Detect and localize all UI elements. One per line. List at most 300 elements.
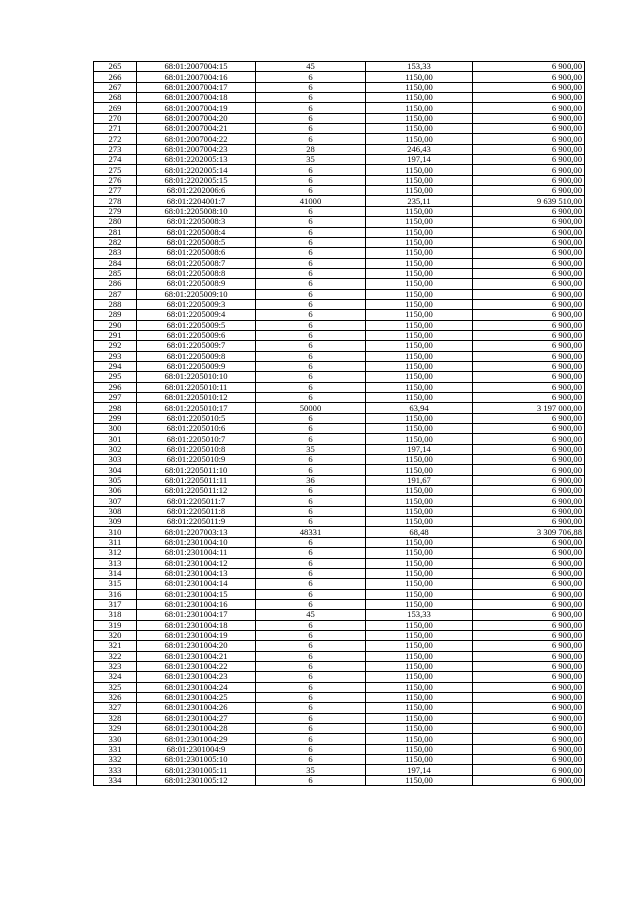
unit-price-cell: 1150,00 bbox=[366, 755, 473, 765]
total-value-cell: 6 900,00 bbox=[473, 382, 585, 392]
row-number-cell: 278 bbox=[94, 196, 137, 206]
table-row bbox=[94, 444, 585, 454]
table-row bbox=[94, 775, 585, 785]
area-cell: 6 bbox=[256, 82, 366, 92]
table-row bbox=[94, 217, 585, 227]
unit-price-cell: 246,43 bbox=[366, 144, 473, 154]
unit-price-cell: 1150,00 bbox=[366, 630, 473, 640]
unit-price-cell: 1150,00 bbox=[366, 124, 473, 134]
total-value-cell: 6 900,00 bbox=[473, 165, 585, 175]
row-number-cell: 319 bbox=[94, 620, 137, 630]
cadastral-number-cell: 68:01:2202005:15 bbox=[137, 175, 256, 185]
table-row bbox=[94, 289, 585, 299]
cadastral-number-cell: 68:01:2205008:10 bbox=[137, 206, 256, 216]
row-number-cell: 324 bbox=[94, 672, 137, 682]
table-row bbox=[94, 113, 585, 123]
table-row bbox=[94, 713, 585, 723]
cadastral-number-cell: 68:01:2205011:8 bbox=[137, 506, 256, 516]
area-cell: 6 bbox=[256, 268, 366, 278]
table-row bbox=[94, 175, 585, 185]
cadastral-number-cell: 68:01:2301004:29 bbox=[137, 734, 256, 744]
table-row bbox=[94, 724, 585, 734]
unit-price-cell: 1150,00 bbox=[366, 434, 473, 444]
area-cell: 6 bbox=[256, 206, 366, 216]
row-number-cell: 313 bbox=[94, 558, 137, 568]
row-number-cell: 334 bbox=[94, 775, 137, 785]
table-row bbox=[94, 134, 585, 144]
row-number-cell: 294 bbox=[94, 361, 137, 371]
table-row bbox=[94, 351, 585, 361]
cadastral-number-cell: 68:01:2301004:24 bbox=[137, 682, 256, 692]
row-number-cell: 281 bbox=[94, 227, 137, 237]
area-cell: 6 bbox=[256, 537, 366, 547]
table-row bbox=[94, 755, 585, 765]
table-row bbox=[94, 341, 585, 351]
cadastral-number-cell: 68:01:2007004:23 bbox=[137, 144, 256, 154]
cadastral-number-cell: 68:01:2205010:8 bbox=[137, 444, 256, 454]
total-value-cell: 6 900,00 bbox=[473, 155, 585, 165]
unit-price-cell: 1150,00 bbox=[366, 672, 473, 682]
unit-price-cell: 1150,00 bbox=[366, 486, 473, 496]
unit-price-cell: 1150,00 bbox=[366, 299, 473, 309]
row-number-cell: 292 bbox=[94, 341, 137, 351]
area-cell: 6 bbox=[256, 734, 366, 744]
parcel-table bbox=[93, 61, 585, 786]
total-value-cell: 6 900,00 bbox=[473, 599, 585, 609]
unit-price-cell: 1150,00 bbox=[366, 775, 473, 785]
row-number-cell: 274 bbox=[94, 155, 137, 165]
table-row bbox=[94, 382, 585, 392]
table-row bbox=[94, 155, 585, 165]
table-row bbox=[94, 548, 585, 558]
table-row bbox=[94, 537, 585, 547]
unit-price-cell: 1150,00 bbox=[366, 372, 473, 382]
total-value-cell: 6 900,00 bbox=[473, 724, 585, 734]
table-row bbox=[94, 206, 585, 216]
unit-price-cell: 197,14 bbox=[366, 155, 473, 165]
unit-price-cell: 1150,00 bbox=[366, 744, 473, 754]
area-cell: 6 bbox=[256, 506, 366, 516]
area-cell: 6 bbox=[256, 641, 366, 651]
cadastral-number-cell: 68:01:2007004:22 bbox=[137, 134, 256, 144]
cadastral-number-cell: 68:01:2205009:7 bbox=[137, 341, 256, 351]
area-cell: 6 bbox=[256, 103, 366, 113]
area-cell: 6 bbox=[256, 237, 366, 247]
area-cell: 6 bbox=[256, 413, 366, 423]
total-value-cell: 6 900,00 bbox=[473, 361, 585, 371]
total-value-cell: 6 900,00 bbox=[473, 465, 585, 475]
cadastral-number-cell: 68:01:2205008:4 bbox=[137, 227, 256, 237]
cadastral-number-cell: 68:01:2205010:5 bbox=[137, 413, 256, 423]
cadastral-number-cell: 68:01:2007004:18 bbox=[137, 93, 256, 103]
unit-price-cell: 1150,00 bbox=[366, 599, 473, 609]
total-value-cell: 3 309 706,88 bbox=[473, 527, 585, 537]
area-cell: 35 bbox=[256, 765, 366, 775]
cadastral-number-cell: 68:01:2007004:21 bbox=[137, 124, 256, 134]
cadastral-number-cell: 68:01:2301004:9 bbox=[137, 744, 256, 754]
cadastral-number-cell: 68:01:2207003:13 bbox=[137, 527, 256, 537]
unit-price-cell: 1150,00 bbox=[366, 113, 473, 123]
total-value-cell: 6 900,00 bbox=[473, 93, 585, 103]
table-row bbox=[94, 279, 585, 289]
cadastral-number-cell: 68:01:2007004:19 bbox=[137, 103, 256, 113]
table-row bbox=[94, 455, 585, 465]
row-number-cell: 284 bbox=[94, 258, 137, 268]
unit-price-cell: 1150,00 bbox=[366, 465, 473, 475]
unit-price-cell: 1150,00 bbox=[366, 382, 473, 392]
cadastral-number-cell: 68:01:2205009:8 bbox=[137, 351, 256, 361]
table-row bbox=[94, 237, 585, 247]
table-row bbox=[94, 620, 585, 630]
row-number-cell: 271 bbox=[94, 124, 137, 134]
table-row bbox=[94, 93, 585, 103]
table-row bbox=[94, 465, 585, 475]
area-cell: 6 bbox=[256, 692, 366, 702]
area-cell: 6 bbox=[256, 217, 366, 227]
unit-price-cell: 1150,00 bbox=[366, 227, 473, 237]
table-row bbox=[94, 393, 585, 403]
cadastral-number-cell: 68:01:2301004:27 bbox=[137, 713, 256, 723]
table-row bbox=[94, 258, 585, 268]
area-cell: 6 bbox=[256, 661, 366, 671]
area-cell: 6 bbox=[256, 310, 366, 320]
unit-price-cell: 1150,00 bbox=[366, 548, 473, 558]
row-number-cell: 329 bbox=[94, 724, 137, 734]
row-number-cell: 320 bbox=[94, 630, 137, 640]
total-value-cell: 6 900,00 bbox=[473, 620, 585, 630]
total-value-cell: 6 900,00 bbox=[473, 175, 585, 185]
area-cell: 6 bbox=[256, 434, 366, 444]
unit-price-cell: 1150,00 bbox=[366, 320, 473, 330]
cadastral-number-cell: 68:01:2301005:11 bbox=[137, 765, 256, 775]
cadastral-number-cell: 68:01:2301004:23 bbox=[137, 672, 256, 682]
total-value-cell: 6 900,00 bbox=[473, 455, 585, 465]
total-value-cell: 6 900,00 bbox=[473, 486, 585, 496]
row-number-cell: 285 bbox=[94, 268, 137, 278]
unit-price-cell: 1150,00 bbox=[366, 641, 473, 651]
row-number-cell: 312 bbox=[94, 548, 137, 558]
cadastral-number-cell: 68:01:2205008:8 bbox=[137, 268, 256, 278]
unit-price-cell: 1150,00 bbox=[366, 703, 473, 713]
total-value-cell: 6 900,00 bbox=[473, 703, 585, 713]
total-value-cell: 6 900,00 bbox=[473, 517, 585, 527]
unit-price-cell: 1150,00 bbox=[366, 341, 473, 351]
area-cell: 6 bbox=[256, 517, 366, 527]
table-row bbox=[94, 248, 585, 258]
unit-price-cell: 1150,00 bbox=[366, 103, 473, 113]
cadastral-number-cell: 68:01:2301004:20 bbox=[137, 641, 256, 651]
area-cell: 6 bbox=[256, 289, 366, 299]
total-value-cell: 6 900,00 bbox=[473, 775, 585, 785]
unit-price-cell: 1150,00 bbox=[366, 258, 473, 268]
row-number-cell: 307 bbox=[94, 496, 137, 506]
cadastral-number-cell: 68:01:2205011:10 bbox=[137, 465, 256, 475]
row-number-cell: 333 bbox=[94, 765, 137, 775]
table-row bbox=[94, 310, 585, 320]
cadastral-number-cell: 68:01:2204001:7 bbox=[137, 196, 256, 206]
document-page bbox=[93, 61, 584, 786]
table-row bbox=[94, 475, 585, 485]
total-value-cell: 6 900,00 bbox=[473, 558, 585, 568]
unit-price-cell: 1150,00 bbox=[366, 237, 473, 247]
row-number-cell: 298 bbox=[94, 403, 137, 413]
total-value-cell: 6 900,00 bbox=[473, 62, 585, 72]
row-number-cell: 270 bbox=[94, 113, 137, 123]
area-cell: 6 bbox=[256, 372, 366, 382]
area-cell: 6 bbox=[256, 548, 366, 558]
area-cell: 6 bbox=[256, 330, 366, 340]
row-number-cell: 300 bbox=[94, 424, 137, 434]
row-number-cell: 301 bbox=[94, 434, 137, 444]
total-value-cell: 6 900,00 bbox=[473, 734, 585, 744]
table-row bbox=[94, 734, 585, 744]
table-row bbox=[94, 661, 585, 671]
total-value-cell: 6 900,00 bbox=[473, 434, 585, 444]
table-row bbox=[94, 651, 585, 661]
row-number-cell: 308 bbox=[94, 506, 137, 516]
unit-price-cell: 63,94 bbox=[366, 403, 473, 413]
cadastral-number-cell: 68:01:2205010:12 bbox=[137, 393, 256, 403]
unit-price-cell: 1150,00 bbox=[366, 393, 473, 403]
cadastral-number-cell: 68:01:2205011:11 bbox=[137, 475, 256, 485]
table-row bbox=[94, 403, 585, 413]
total-value-cell: 6 900,00 bbox=[473, 206, 585, 216]
table-row bbox=[94, 527, 585, 537]
unit-price-cell: 1150,00 bbox=[366, 330, 473, 340]
area-cell: 35 bbox=[256, 444, 366, 454]
total-value-cell: 6 900,00 bbox=[473, 641, 585, 651]
unit-price-cell: 1150,00 bbox=[366, 82, 473, 92]
row-number-cell: 277 bbox=[94, 186, 137, 196]
unit-price-cell: 1150,00 bbox=[366, 206, 473, 216]
table-row bbox=[94, 144, 585, 154]
cadastral-number-cell: 68:01:2301004:26 bbox=[137, 703, 256, 713]
table-row bbox=[94, 299, 585, 309]
table-row bbox=[94, 610, 585, 620]
cadastral-number-cell: 68:01:2205010:6 bbox=[137, 424, 256, 434]
cadastral-number-cell: 68:01:2205009:10 bbox=[137, 289, 256, 299]
total-value-cell: 6 900,00 bbox=[473, 351, 585, 361]
unit-price-cell: 1150,00 bbox=[366, 361, 473, 371]
total-value-cell: 6 900,00 bbox=[473, 144, 585, 154]
cadastral-number-cell: 68:01:2301004:19 bbox=[137, 630, 256, 640]
row-number-cell: 317 bbox=[94, 599, 137, 609]
table-row bbox=[94, 413, 585, 423]
unit-price-cell: 1150,00 bbox=[366, 558, 473, 568]
area-cell: 48331 bbox=[256, 527, 366, 537]
row-number-cell: 326 bbox=[94, 692, 137, 702]
area-cell: 36 bbox=[256, 475, 366, 485]
row-number-cell: 290 bbox=[94, 320, 137, 330]
total-value-cell: 6 900,00 bbox=[473, 610, 585, 620]
table-row bbox=[94, 589, 585, 599]
cadastral-number-cell: 68:01:2301004:28 bbox=[137, 724, 256, 734]
row-number-cell: 318 bbox=[94, 610, 137, 620]
total-value-cell: 6 900,00 bbox=[473, 289, 585, 299]
unit-price-cell: 1150,00 bbox=[366, 424, 473, 434]
unit-price-cell: 197,14 bbox=[366, 444, 473, 454]
row-number-cell: 310 bbox=[94, 527, 137, 537]
unit-price-cell: 153,33 bbox=[366, 610, 473, 620]
area-cell: 6 bbox=[256, 579, 366, 589]
area-cell: 6 bbox=[256, 165, 366, 175]
total-value-cell: 6 900,00 bbox=[473, 755, 585, 765]
total-value-cell: 6 900,00 bbox=[473, 113, 585, 123]
unit-price-cell: 1150,00 bbox=[366, 620, 473, 630]
area-cell: 6 bbox=[256, 724, 366, 734]
area-cell: 6 bbox=[256, 744, 366, 754]
row-number-cell: 330 bbox=[94, 734, 137, 744]
area-cell: 6 bbox=[256, 465, 366, 475]
cadastral-number-cell: 68:01:2205009:9 bbox=[137, 361, 256, 371]
row-number-cell: 309 bbox=[94, 517, 137, 527]
total-value-cell: 6 900,00 bbox=[473, 279, 585, 289]
cadastral-number-cell: 68:01:2007004:20 bbox=[137, 113, 256, 123]
cadastral-number-cell: 68:01:2301004:10 bbox=[137, 537, 256, 547]
unit-price-cell: 1150,00 bbox=[366, 661, 473, 671]
total-value-cell: 6 900,00 bbox=[473, 444, 585, 454]
area-cell: 6 bbox=[256, 320, 366, 330]
total-value-cell: 6 900,00 bbox=[473, 424, 585, 434]
unit-price-cell: 1150,00 bbox=[366, 455, 473, 465]
row-number-cell: 316 bbox=[94, 589, 137, 599]
cadastral-number-cell: 68:01:2205010:9 bbox=[137, 455, 256, 465]
row-number-cell: 322 bbox=[94, 651, 137, 661]
cadastral-number-cell: 68:01:2205011:7 bbox=[137, 496, 256, 506]
row-number-cell: 311 bbox=[94, 537, 137, 547]
row-number-cell: 291 bbox=[94, 330, 137, 340]
row-number-cell: 266 bbox=[94, 72, 137, 82]
unit-price-cell: 1150,00 bbox=[366, 134, 473, 144]
unit-price-cell: 1150,00 bbox=[366, 724, 473, 734]
unit-price-cell: 1150,00 bbox=[366, 692, 473, 702]
row-number-cell: 275 bbox=[94, 165, 137, 175]
table-row bbox=[94, 672, 585, 682]
unit-price-cell: 1150,00 bbox=[366, 734, 473, 744]
area-cell: 6 bbox=[256, 258, 366, 268]
total-value-cell: 6 900,00 bbox=[473, 506, 585, 516]
table-row bbox=[94, 682, 585, 692]
total-value-cell: 6 900,00 bbox=[473, 320, 585, 330]
unit-price-cell: 1150,00 bbox=[366, 682, 473, 692]
unit-price-cell: 1150,00 bbox=[366, 651, 473, 661]
area-cell: 6 bbox=[256, 455, 366, 465]
total-value-cell: 6 900,00 bbox=[473, 579, 585, 589]
unit-price-cell: 1150,00 bbox=[366, 506, 473, 516]
total-value-cell: 6 900,00 bbox=[473, 330, 585, 340]
row-number-cell: 295 bbox=[94, 372, 137, 382]
cadastral-number-cell: 68:01:2205008:3 bbox=[137, 217, 256, 227]
unit-price-cell: 1150,00 bbox=[366, 268, 473, 278]
area-cell: 6 bbox=[256, 299, 366, 309]
cadastral-number-cell: 68:01:2301004:14 bbox=[137, 579, 256, 589]
row-number-cell: 272 bbox=[94, 134, 137, 144]
cadastral-number-cell: 68:01:2205008:9 bbox=[137, 279, 256, 289]
row-number-cell: 269 bbox=[94, 103, 137, 113]
unit-price-cell: 1150,00 bbox=[366, 351, 473, 361]
table-row bbox=[94, 486, 585, 496]
area-cell: 41000 bbox=[256, 196, 366, 206]
total-value-cell: 6 900,00 bbox=[473, 548, 585, 558]
table-row bbox=[94, 82, 585, 92]
area-cell: 6 bbox=[256, 630, 366, 640]
area-cell: 6 bbox=[256, 175, 366, 185]
table-row bbox=[94, 268, 585, 278]
table-row bbox=[94, 630, 585, 640]
table-row bbox=[94, 765, 585, 775]
row-number-cell: 265 bbox=[94, 62, 137, 72]
table-row bbox=[94, 703, 585, 713]
row-number-cell: 286 bbox=[94, 279, 137, 289]
row-number-cell: 299 bbox=[94, 413, 137, 423]
parcel-table-body bbox=[94, 62, 585, 786]
area-cell: 6 bbox=[256, 682, 366, 692]
cadastral-number-cell: 68:01:2205010:11 bbox=[137, 382, 256, 392]
area-cell: 6 bbox=[256, 279, 366, 289]
table-row bbox=[94, 330, 585, 340]
row-number-cell: 288 bbox=[94, 299, 137, 309]
row-number-cell: 276 bbox=[94, 175, 137, 185]
area-cell: 50000 bbox=[256, 403, 366, 413]
row-number-cell: 296 bbox=[94, 382, 137, 392]
row-number-cell: 289 bbox=[94, 310, 137, 320]
table-row bbox=[94, 103, 585, 113]
cadastral-number-cell: 68:01:2007004:17 bbox=[137, 82, 256, 92]
unit-price-cell: 1150,00 bbox=[366, 217, 473, 227]
table-row bbox=[94, 227, 585, 237]
total-value-cell: 6 900,00 bbox=[473, 227, 585, 237]
area-cell: 6 bbox=[256, 113, 366, 123]
unit-price-cell: 68,48 bbox=[366, 527, 473, 537]
row-number-cell: 279 bbox=[94, 206, 137, 216]
cadastral-number-cell: 68:01:2301005:10 bbox=[137, 755, 256, 765]
cadastral-number-cell: 68:01:2205011:12 bbox=[137, 486, 256, 496]
total-value-cell: 6 900,00 bbox=[473, 568, 585, 578]
table-row bbox=[94, 186, 585, 196]
total-value-cell: 6 900,00 bbox=[473, 310, 585, 320]
total-value-cell: 6 900,00 bbox=[473, 496, 585, 506]
table-row bbox=[94, 692, 585, 702]
area-cell: 6 bbox=[256, 424, 366, 434]
cadastral-number-cell: 68:01:2205008:5 bbox=[137, 237, 256, 247]
area-cell: 6 bbox=[256, 568, 366, 578]
area-cell: 6 bbox=[256, 124, 366, 134]
row-number-cell: 323 bbox=[94, 661, 137, 671]
area-cell: 6 bbox=[256, 755, 366, 765]
cadastral-number-cell: 68:01:2205011:9 bbox=[137, 517, 256, 527]
row-number-cell: 305 bbox=[94, 475, 137, 485]
total-value-cell: 6 900,00 bbox=[473, 692, 585, 702]
unit-price-cell: 235,11 bbox=[366, 196, 473, 206]
area-cell: 6 bbox=[256, 227, 366, 237]
total-value-cell: 6 900,00 bbox=[473, 268, 585, 278]
table-row bbox=[94, 434, 585, 444]
area-cell: 6 bbox=[256, 496, 366, 506]
unit-price-cell: 1150,00 bbox=[366, 186, 473, 196]
cadastral-number-cell: 68:01:2301004:16 bbox=[137, 599, 256, 609]
table-row bbox=[94, 424, 585, 434]
area-cell: 35 bbox=[256, 155, 366, 165]
row-number-cell: 268 bbox=[94, 93, 137, 103]
table-row bbox=[94, 506, 585, 516]
table-row bbox=[94, 496, 585, 506]
table-row bbox=[94, 62, 585, 72]
unit-price-cell: 1150,00 bbox=[366, 175, 473, 185]
total-value-cell: 6 900,00 bbox=[473, 341, 585, 351]
unit-price-cell: 1150,00 bbox=[366, 713, 473, 723]
total-value-cell: 6 900,00 bbox=[473, 237, 585, 247]
row-number-cell: 282 bbox=[94, 237, 137, 247]
